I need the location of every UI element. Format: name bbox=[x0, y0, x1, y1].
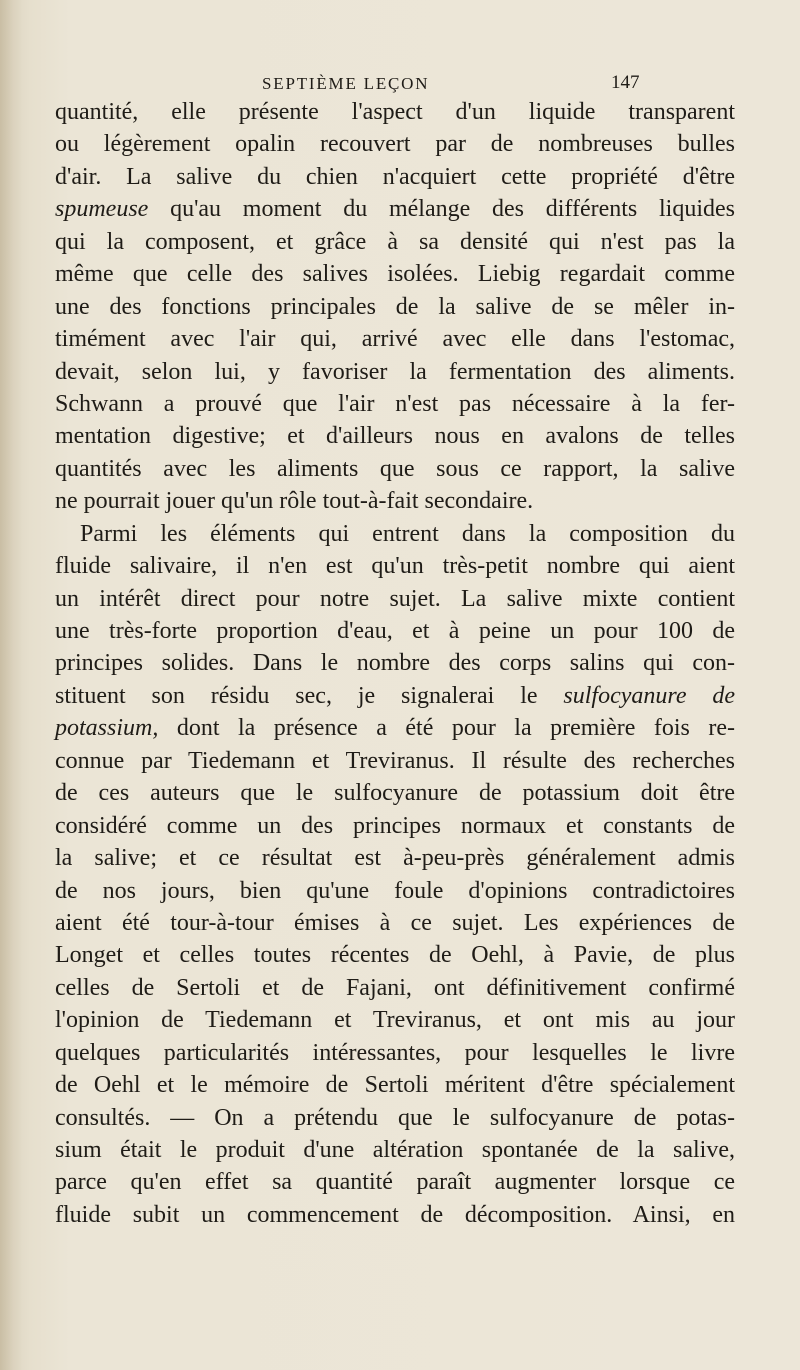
page-gutter-shadow bbox=[0, 0, 22, 1370]
text-segment: aient été tour-à-tour émises à ce sujet. Les expériences de bbox=[55, 909, 735, 936]
text-line bbox=[55, 291, 735, 323]
text-segment: considéré comme un des principes normaux et constants de bbox=[55, 812, 735, 839]
text-line bbox=[55, 680, 735, 712]
text-line bbox=[55, 647, 735, 679]
text-line bbox=[55, 518, 735, 550]
text-segment: Schwann a prouvé que l'air n'est pas nécessaire à la fer- bbox=[55, 390, 735, 417]
body-text bbox=[55, 96, 735, 1231]
running-head: SEPTIÈME LEÇON bbox=[262, 74, 430, 93]
text-line bbox=[55, 550, 735, 582]
text-line bbox=[55, 939, 735, 971]
text-segment: fluide subit un commencement de décomposition. Ainsi, en bbox=[55, 1201, 735, 1228]
text-line bbox=[55, 842, 735, 874]
text-segment: Parmi les éléments qui entrent dans la composition du bbox=[80, 520, 735, 547]
text-line bbox=[55, 907, 735, 939]
text-segment: un intérêt direct pour notre sujet. La salive mixte contient bbox=[55, 585, 735, 612]
text-segment: de ces auteurs que le sulfocyanure de potassium doit être bbox=[55, 780, 735, 807]
text-segment: une des fonctions principales de la salive de se mêler in- bbox=[55, 293, 735, 320]
page-number: 147 bbox=[611, 72, 640, 93]
text-segment: dont la présence a été pour la première fois re- bbox=[158, 715, 735, 742]
text-segment: de Oehl et le mémoire de Sertoli méritent d'être spécialement bbox=[55, 1072, 735, 1099]
text-line bbox=[55, 972, 735, 1004]
text-line bbox=[55, 453, 735, 485]
text-line bbox=[55, 1037, 735, 1069]
text-line bbox=[55, 1004, 735, 1036]
text-segment: qui la composent, et grâce à sa densité qui n'est pas la bbox=[55, 228, 735, 255]
italic-term: potassium, bbox=[55, 715, 159, 742]
text-segment: quantité, elle présente l'aspect d'un liquide transparent bbox=[55, 99, 735, 125]
text-line bbox=[55, 810, 735, 842]
text-segment: stituent son résidu sec, je signalerai le bbox=[55, 682, 564, 709]
text-line bbox=[55, 777, 735, 809]
text-segment: mentation digestive; et d'ailleurs nous en avalons de telles bbox=[55, 423, 735, 450]
text-line bbox=[55, 1199, 735, 1231]
text-line bbox=[55, 583, 735, 615]
text-line bbox=[55, 161, 735, 193]
text-segment: quelques particularités intéressantes, pour lesquelles le livre bbox=[55, 1039, 735, 1066]
text-segment: ou légèrement opalin recouvert par de nombreuses bulles bbox=[55, 131, 735, 158]
italic-term: spumeuse bbox=[55, 196, 149, 223]
text-line bbox=[55, 226, 735, 258]
text-line bbox=[55, 258, 735, 290]
text-segment: celles de Sertoli et de Fajani, ont définitivement confirmé bbox=[55, 974, 735, 1001]
text-line bbox=[55, 128, 735, 160]
text-line bbox=[55, 356, 735, 388]
text-segment: la salive; et ce résultat est à-peu-près généralement admis bbox=[55, 845, 735, 872]
text-segment: de nos jours, bien qu'une foule d'opinions contradictoires bbox=[55, 877, 735, 904]
text-segment: connue par Tiedemann et Treviranus. Il résulte des recherches bbox=[55, 747, 735, 774]
text-segment: sium était le produit d'une altération spontanée de la salive, bbox=[55, 1137, 735, 1163]
text-line bbox=[55, 388, 735, 420]
text-segment: l'opinion de Tiedemann et Treviranus, et ont mis au jour bbox=[55, 1007, 735, 1034]
text-line bbox=[55, 420, 735, 452]
text-segment: consultés. — On a prétendu que le sulfocyanure de potas- bbox=[55, 1104, 735, 1131]
text-line bbox=[55, 1166, 735, 1198]
text-segment: timément avec l'air qui, arrivé avec elle dans l'estomac, bbox=[55, 326, 735, 353]
text-line bbox=[55, 323, 735, 355]
text-segment: Longet et celles toutes récentes de Oehl, à Pavie, de plus bbox=[55, 942, 735, 969]
text-line bbox=[55, 875, 735, 907]
text-line bbox=[55, 712, 735, 744]
text-line bbox=[55, 193, 735, 225]
text-segment: même que celle des salives isolées. Liebig regardait comme bbox=[55, 261, 735, 288]
text-line bbox=[55, 1069, 735, 1101]
text-segment: fluide salivaire, il n'en est qu'un très-petit nombre qui aient bbox=[55, 553, 735, 580]
italic-term: sulfocyanure de bbox=[563, 682, 736, 709]
text-line bbox=[55, 1102, 735, 1134]
text-segment: d'air. La salive du chien n'acquiert cette propriété d'être bbox=[55, 163, 735, 190]
text-segment: qu'au moment du mélange des différents liquides bbox=[148, 196, 735, 223]
text-segment: ne pourrait jouer qu'un rôle tout-à-fait secondaire. bbox=[55, 488, 534, 515]
text-line bbox=[55, 745, 735, 777]
text-segment: quantités avec les aliments que sous ce rapport, la salive bbox=[55, 455, 735, 482]
text-line bbox=[55, 485, 735, 517]
text-line bbox=[55, 1134, 735, 1166]
text-line bbox=[55, 96, 735, 128]
text-line bbox=[55, 615, 735, 647]
text-segment: principes solides. Dans le nombre des corps salins qui con- bbox=[55, 650, 735, 677]
text-segment: devait, selon lui, y favoriser la fermentation des aliments. bbox=[55, 358, 735, 385]
text-segment: parce qu'en effet sa quantité paraît augmenter lorsque ce bbox=[55, 1169, 735, 1196]
text-segment: une très-forte proportion d'eau, et à peine un pour 100 de bbox=[55, 618, 735, 644]
